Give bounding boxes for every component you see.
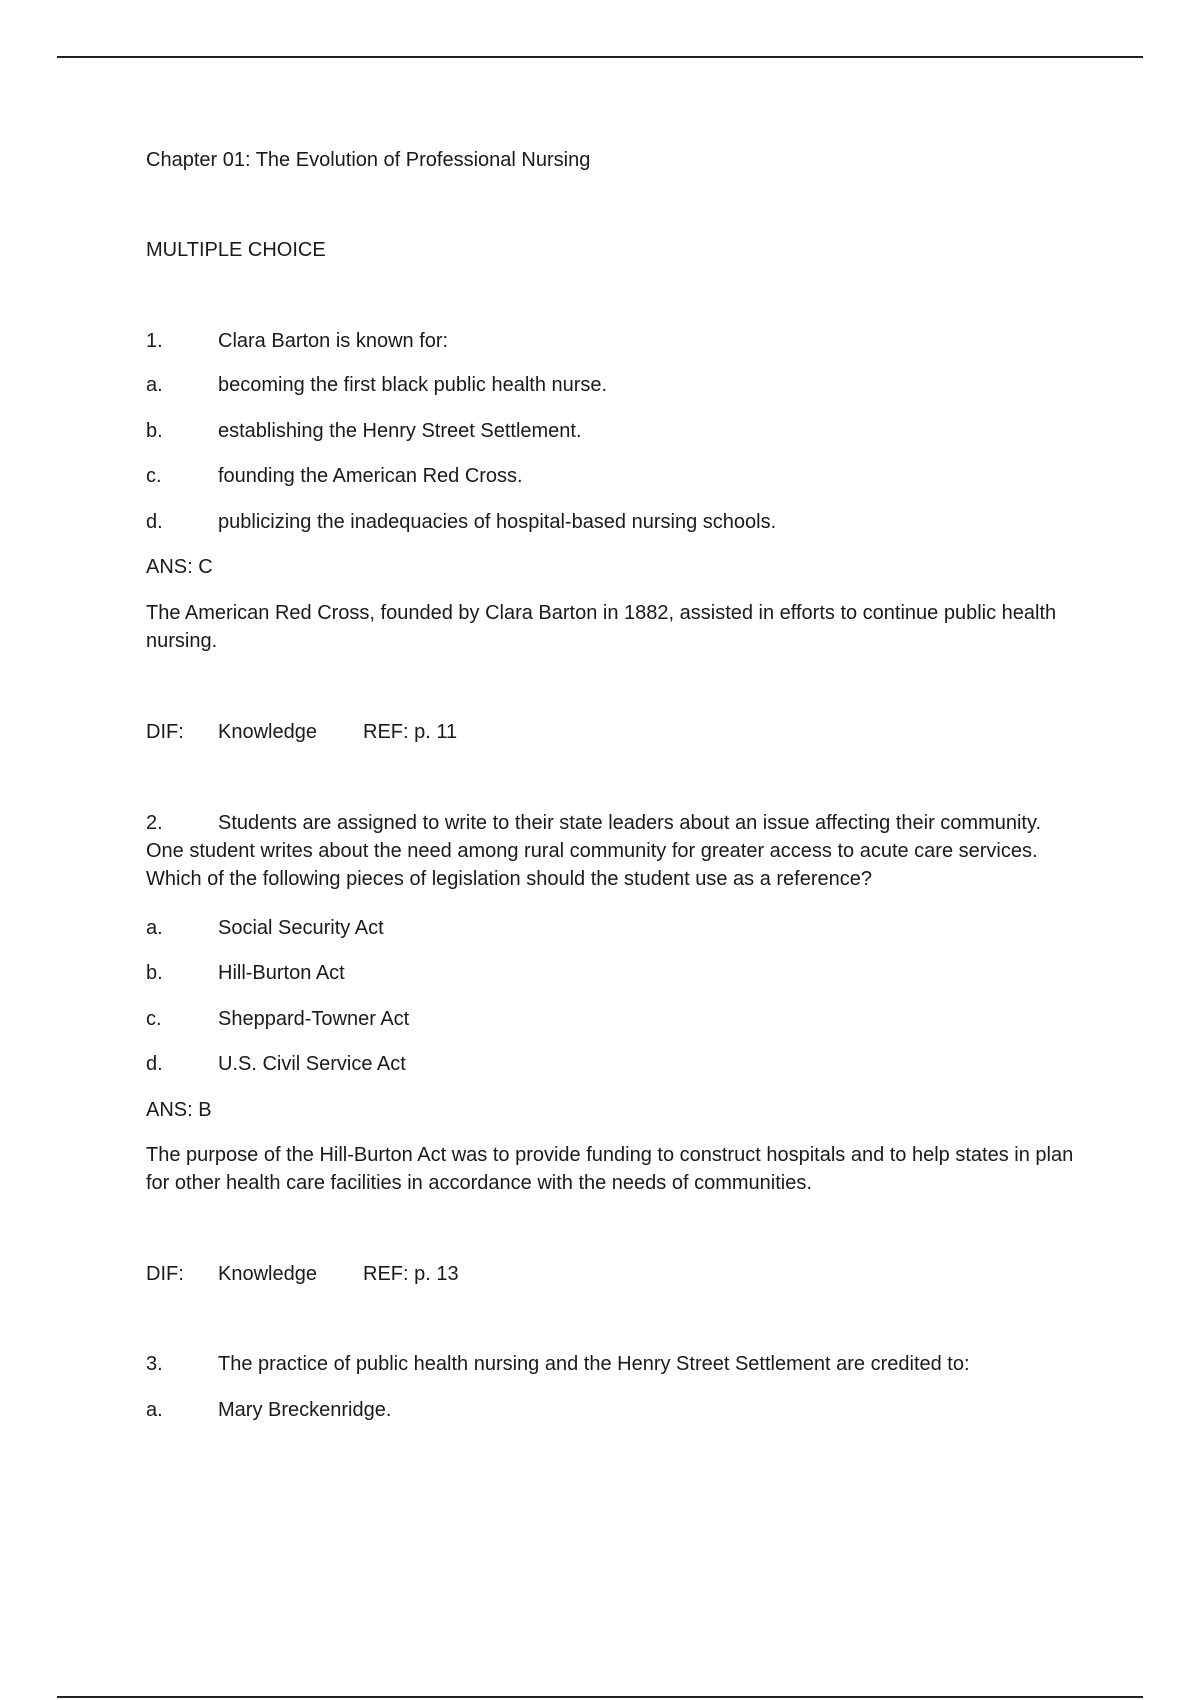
question-3-stem [146,1350,970,1378]
option-key: d. [146,1053,163,1075]
question-2-option-a [146,914,384,942]
question-1-option-c [146,462,523,490]
question-1-option-b [146,417,582,445]
option-key: c. [146,1008,162,1030]
question-3-option-a [146,1396,391,1424]
question-1-option-d [146,508,776,536]
option-key: b. [146,420,163,442]
dif-label: DIF: [146,721,184,743]
dif-label: DIF: [146,1263,184,1285]
option-text: Hill-Burton Act [218,962,345,984]
top-rule [57,56,1143,58]
bottom-rule [57,1696,1143,1698]
question-2-metadata [146,1260,459,1288]
option-text: Mary Breckenridge. [218,1399,392,1421]
question-text: Students are assigned to write to their state leaders about an issue affecting their community. One student writes about the need among rural community for greater access to acute care services. Which of the following pieces of legislation should the student use as a reference? [146,812,1042,890]
ref-value: REF: p. 13 [363,1263,459,1285]
option-text: becoming the first black public health nurse. [218,374,608,396]
question-2-rationale: The purpose of the Hill-Burton Act was to provide funding to construct hospitals and to help states in plan for other health care facilities in accordance with the needs of communities. [146,1144,1074,1194]
option-key: d. [146,511,163,533]
dif-value: Knowledge [218,721,317,743]
option-key: b. [146,962,163,984]
option-text: Sheppard-Towner Act [218,1008,410,1030]
question-1-answer: ANS: C [146,556,213,578]
question-2-option-b [146,959,345,987]
question-2-option-c [146,1005,409,1033]
dif-value: Knowledge [218,1263,317,1285]
option-key: a. [146,917,163,939]
option-text: publicizing the inadequacies of hospital-based nursing schools. [218,511,777,533]
option-key: c. [146,465,162,487]
chapter-title: Chapter 01: The Evolution of Professional Nursing [146,149,591,171]
question-1-stem [146,327,448,355]
question-1-metadata [146,718,457,746]
question-number: 2. [146,812,163,834]
question-2-answer: ANS: B [146,1099,212,1121]
question-1-rationale: The American Red Cross, founded by Clara Barton in 1882, assisted in efforts to continue public health nursing. [146,602,1057,652]
question-number: 3. [146,1353,163,1375]
question-1-option-a [146,371,607,399]
option-text: establishing the Henry Street Settlement. [218,420,582,442]
question-text: Clara Barton is known for: [218,330,449,352]
option-text: founding the American Red Cross. [218,465,523,487]
question-2-stem [146,809,1076,893]
question-text: The practice of public health nursing and the Henry Street Settlement are credited to: [218,1353,970,1375]
option-text: Social Security Act [218,917,384,939]
option-key: a. [146,374,163,396]
option-text: U.S. Civil Service Act [218,1053,406,1075]
ref-value: REF: p. 11 [363,721,458,743]
section-heading: MULTIPLE CHOICE [146,239,326,261]
question-number: 1. [146,330,163,352]
option-key: a. [146,1399,163,1421]
question-2-option-d [146,1050,406,1078]
